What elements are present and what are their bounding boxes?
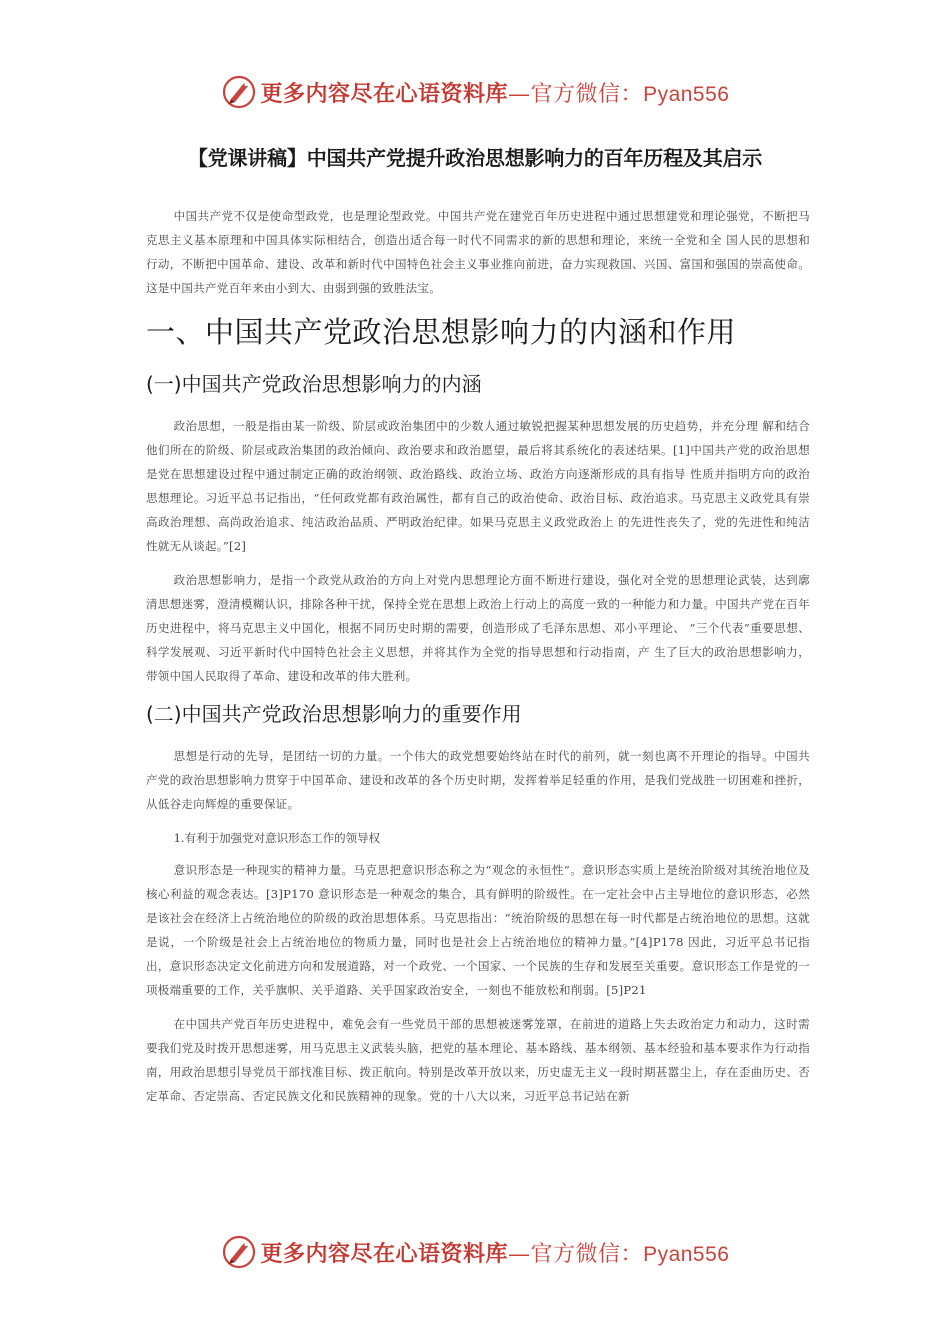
- intro-paragraph: 中国共产党不仅是使命型政党，也是理论型政党。中国共产党在建党百年历史进程中通过思想建党和理论强党，不断把马克思主义基本原理和中国具体实际相结合，创造出适合每一时代不同需求的新的思想和理论，来统一全党和全 国人民的思想和行动，不断把中国革命、建设、改革和新时代中国特色社会主义事业推向前进，奋力实现救国、兴国、富国和强国的崇高使命。这是中国共产党百年来由小到大、由弱到强的致胜法宝。: [146, 209, 810, 295]
- banner-wechat-id: Pyan556: [643, 82, 730, 106]
- subsection-2-paragraph-1: 思想是行动的先导，是团结一切的力量。一个伟大的政党想要始终站在时代的前列，就一刻也离不开理论的指导。中国共产党的政治思想影响力贯穿于中国革命、建设和改革的各个历史时期，发挥着举足轻重的作用，是我们党战胜一切困难和挫折，从低谷走向辉煌的重要保证。: [146, 749, 810, 811]
- footer-banner-dash: —: [508, 1241, 531, 1267]
- footer-banner-wechat-id: Pyan556: [643, 1242, 730, 1266]
- subsection-1-paragraph-1: 政治思想，一般是指由某一阶级、阶层或政治集团中的少数人通过敏锐把握某种思想发展的历史趋势，并充分理 解和结合他们所在的阶级、阶层或政治集团的政治倾向、政治要求和政治愿望，最后将其系统化的表述结果。[1]中国共产党的政治思想是党在思想建设过程中通过制定正确的政治纲领、政治路线、政治立场、政治方向逐渐形成的具有指导 性质并指明方向的政治思想理论。习近平总书记指出，“任何政党都有政治属性，都有自己的政治使命、政治目标、政治追求。马克思主义政党具有崇高政治理想、高尚政治追求、纯洁政治品质、严明政治纪律。如果马克思主义政党政治上 的先进性丧失了，党的先进性和纯洁性就无从谈起。”[2]: [146, 419, 810, 553]
- point-1-paragraph-2: 在中国共产党百年历史进程中，难免会有一些党员干部的思想被迷雾笼罩，在前进的道路上失去政治定力和动力，这时需要我们党及时拨开思想迷雾，用马克思主义武装头脑，把党的基本理论、基本路线、基本纲领、基本经验和基本要求作为行动指南，用政治思想引导党员干部找准目标、拨正航向。特别是改革开放以来，历史虚无主义一段时期甚嚣尘上，存在歪曲历史、否定革命、否定崇高、否定民族文化和民族精神的现象。党的十八大以来，习近平总书记站在新: [146, 1017, 810, 1103]
- footer-banner-wechat-label: 官方微信：: [530, 1241, 644, 1267]
- banner-brand: 更多内容尽在心语资料库: [260, 80, 509, 107]
- banner-text: [261, 77, 730, 108]
- banner-wechat-label: 官方微信：: [530, 81, 644, 107]
- pen-logo-icon: [221, 74, 257, 110]
- subsection-2-heading: (二)中国共产党政治思想影响力的重要作用: [146, 702, 522, 726]
- banner-dash: —: [508, 81, 531, 107]
- point-1-paragraph-1: 意识形态是一种现实的精神力量。马克思把意识形态称之为“观念的永恒性”。意识形态实质上是统治阶级对其统治地位及核心利益的观念表达。[3]P170 意识形态是一种观念的集合，具有鲜明的阶级性。在一定社会中占主导地位的意识形态，必然是该社会在经济上占统治地位的阶级的政治思想体系。马克思指出：“统治阶级的思想在每一时代都是占统治地位的思想。这就是说，一个阶级是社会上占统治地位的物质力量，同时也是社会上占统治地位的精神力量。”[4]P178 因此，习近平总书记指出，意识形态决定文化前进方向和发展道路，对一个政党、一个国家、一个民族的生存和发展至关重要。意识形态工作是党的一项极端重要的工作，关乎旗帜、关乎道路、关乎国家政治安全，一刻也不能放松和削弱。[5]P21: [146, 863, 810, 997]
- document-body: [146, 204, 810, 1118]
- subsection-1-heading: (一)中国共产党政治思想影响力的内涵: [146, 372, 482, 396]
- pen-logo-icon: [221, 1234, 257, 1270]
- footer-banner: [0, 1230, 950, 1274]
- point-1-heading: 1.有利于加强党对意识形态工作的领导权: [173, 831, 381, 845]
- document-title: 【党课讲稿】中国共产党提升政治思想影响力的百年历程及其启示: [187, 146, 763, 170]
- subsection-1-paragraph-2: 政治思想影响力，是指一个政党从政治的方向上对党内思想理论方面不断进行建设，强化对全党的思想理论武装，达到廓清思想迷雾，澄清模糊认识，排除各种干扰，保持全党在思想上政治上行动上的高度一致的一种能力和力量。中国共产党在百年历史进程中，将马克思主义中国化，根据不同历史时期的需要，创造形成了毛泽东思想、邓小平理论、 “三个代表”重要思想、科学发展观、习近平新时代中国特色社会主义思想，并将其作为全党的指导思想和行动指南，产 生了巨大的政治思想影响力，带领中国人民取得了革命、建设和改革的伟大胜利。: [146, 573, 810, 683]
- footer-banner-text: [261, 1237, 730, 1268]
- footer-banner-brand: 更多内容尽在心语资料库: [260, 1240, 509, 1267]
- header-banner: [0, 70, 950, 114]
- section-1-heading: 一、中国共产党政治思想影响力的内涵和作用: [146, 315, 737, 349]
